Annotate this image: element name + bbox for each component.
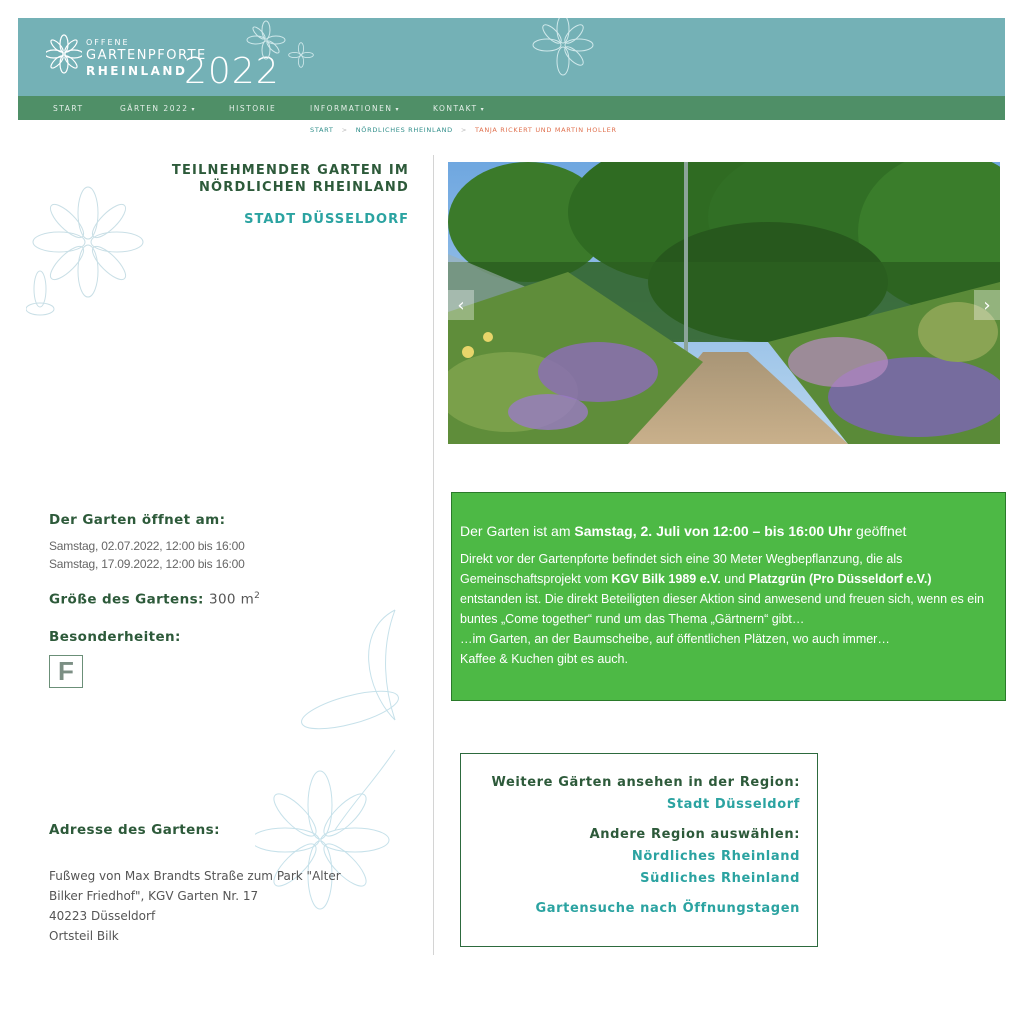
- info-paragraph: [460, 549, 995, 629]
- nav-start[interactable]: [53, 104, 84, 113]
- info-text-part: entstanden ist. Die direkt Beteiligten dieser Aktion sind anwesend und freuen sich, wenn es ein buntes „Come together“ rund um das Thema „Gärtnern“ gibt…: [460, 592, 984, 626]
- breadcrumb-current: TANJA RICKERT UND MARTIN HOLLER: [475, 126, 617, 134]
- address-line: 40223 Düsseldorf: [49, 909, 156, 923]
- nav-informationen-label: INFORMATIONEN: [310, 104, 393, 113]
- breadcrumb-start[interactable]: START: [310, 126, 334, 134]
- city-heading[interactable]: STADT DÜSSELDORF: [244, 212, 409, 227]
- address-label: Adresse des Gartens:: [49, 822, 220, 838]
- address-block: [49, 866, 389, 946]
- garden-photo-slider: [448, 162, 1000, 444]
- garden-heading: [172, 162, 409, 196]
- flower-logo-icon: [46, 34, 82, 74]
- logo-year: 2022: [184, 51, 280, 92]
- breadcrumb: [310, 126, 617, 134]
- info-text-part: und: [720, 572, 749, 586]
- size-label: Größe des Gartens:: [49, 591, 204, 608]
- info-org-platzgruen: Platzgrün (Pro Düsseldorf e.V.): [748, 572, 932, 586]
- breadcrumb-separator: >: [341, 126, 348, 134]
- breadcrumb-region[interactable]: NÖRDLICHES RHEINLAND: [355, 126, 453, 134]
- chevron-down-icon: ▾: [480, 106, 486, 113]
- garden-heading-line1: TEILNEHMENDER GARTEN IM: [171, 163, 409, 178]
- address-line: Ortsteil Bilk: [49, 929, 119, 943]
- logo-gartenpforte: GARTENPFORTE: [86, 48, 207, 63]
- opening-date: Samstag, 02.07.2022, 12:00 bis 16:00: [49, 539, 245, 553]
- chevron-down-icon: ▾: [395, 106, 400, 113]
- breadcrumb-separator: >: [460, 126, 468, 134]
- nav-gaerten-label: GÄRTEN 2022: [120, 104, 189, 113]
- nav-kontakt-label: KONTAKT: [433, 104, 478, 113]
- size-unit-sup: 2: [254, 591, 261, 601]
- garden-heading-line2: NÖRDLICHEN RHEINLAND: [198, 180, 409, 195]
- opening-label: Der Garten öffnet am:: [49, 512, 226, 528]
- slider-next-button[interactable]: ›: [974, 290, 1000, 320]
- address-line: Bilker Friedhof", KGV Garten Nr. 17: [49, 889, 259, 903]
- size-value: 300 m: [208, 591, 255, 608]
- opening-info-box: [451, 492, 1006, 701]
- info-paragraph: Kaffee & Kuchen gibt es auch.: [460, 652, 628, 666]
- nav-historie-label: HISTORIE: [229, 104, 277, 113]
- info-lead: [460, 523, 995, 539]
- info-org-kgv: KGV Bilk 1989 e.V.: [611, 572, 721, 586]
- decor-flower-icon: [246, 20, 286, 60]
- nav-kontakt[interactable]: [433, 104, 485, 113]
- spacer: [461, 890, 800, 898]
- garden-size: [49, 591, 260, 608]
- search-by-date-link[interactable]: Gartensuche nach Öffnungstagen: [535, 901, 800, 916]
- site-header: [18, 18, 1005, 120]
- feature-badge-f: F: [49, 655, 83, 688]
- decor-flower-icon: [528, 18, 598, 76]
- region-label: Weitere Gärten ansehen in der Region:: [491, 775, 800, 790]
- features-label: Besonderheiten:: [49, 629, 181, 645]
- nav-start-label: START: [53, 104, 84, 113]
- spacer: [461, 816, 800, 824]
- region-link-duesseldorf[interactable]: Stadt Düsseldorf: [666, 797, 800, 812]
- slider-prev-button[interactable]: ‹: [448, 290, 474, 320]
- nav-historie[interactable]: [229, 104, 276, 113]
- info-text-part: Direkt vor der Gartenpforte befindet sich eine 30 Meter Wegbepflanzung, die als Gemeinschaftsprojekt vom: [460, 552, 903, 586]
- info-lead-post: geöffnet: [852, 523, 907, 539]
- garden-photo: [448, 162, 1000, 444]
- logo-offene: OFFENE: [86, 38, 130, 47]
- region-link-noerdliches[interactable]: Nördliches Rheinland: [631, 849, 800, 864]
- logo-rheinland: RHEINLAND: [86, 64, 188, 78]
- region-navigation-box: [460, 753, 818, 947]
- decor-flower-icon: [26, 185, 150, 325]
- info-lead-bold: Samstag, 2. Juli von 12:00 – bis 16:00 Uhr: [574, 523, 853, 539]
- nav-gaerten[interactable]: [120, 104, 196, 113]
- chevron-down-icon: ▾: [191, 106, 197, 113]
- region-link-suedliches[interactable]: Südliches Rheinland: [640, 871, 800, 886]
- opening-dates: [49, 537, 245, 573]
- opening-date: Samstag, 17.09.2022, 12:00 bis 16:00: [49, 557, 245, 571]
- other-region-label: Andere Region auswählen:: [589, 827, 800, 842]
- main-nav: [18, 96, 1005, 120]
- nav-informationen[interactable]: [310, 104, 400, 113]
- info-paragraph: …im Garten, an der Baumscheibe, auf öffentlichen Plätzen, wo auch immer…: [460, 632, 890, 646]
- address-line: Fußweg von Max Brandts Straße zum Park "Alter: [49, 869, 341, 883]
- decor-flower-icon: [288, 42, 314, 68]
- info-lead-pre: Der Garten ist am: [460, 523, 575, 539]
- column-divider: [433, 155, 434, 955]
